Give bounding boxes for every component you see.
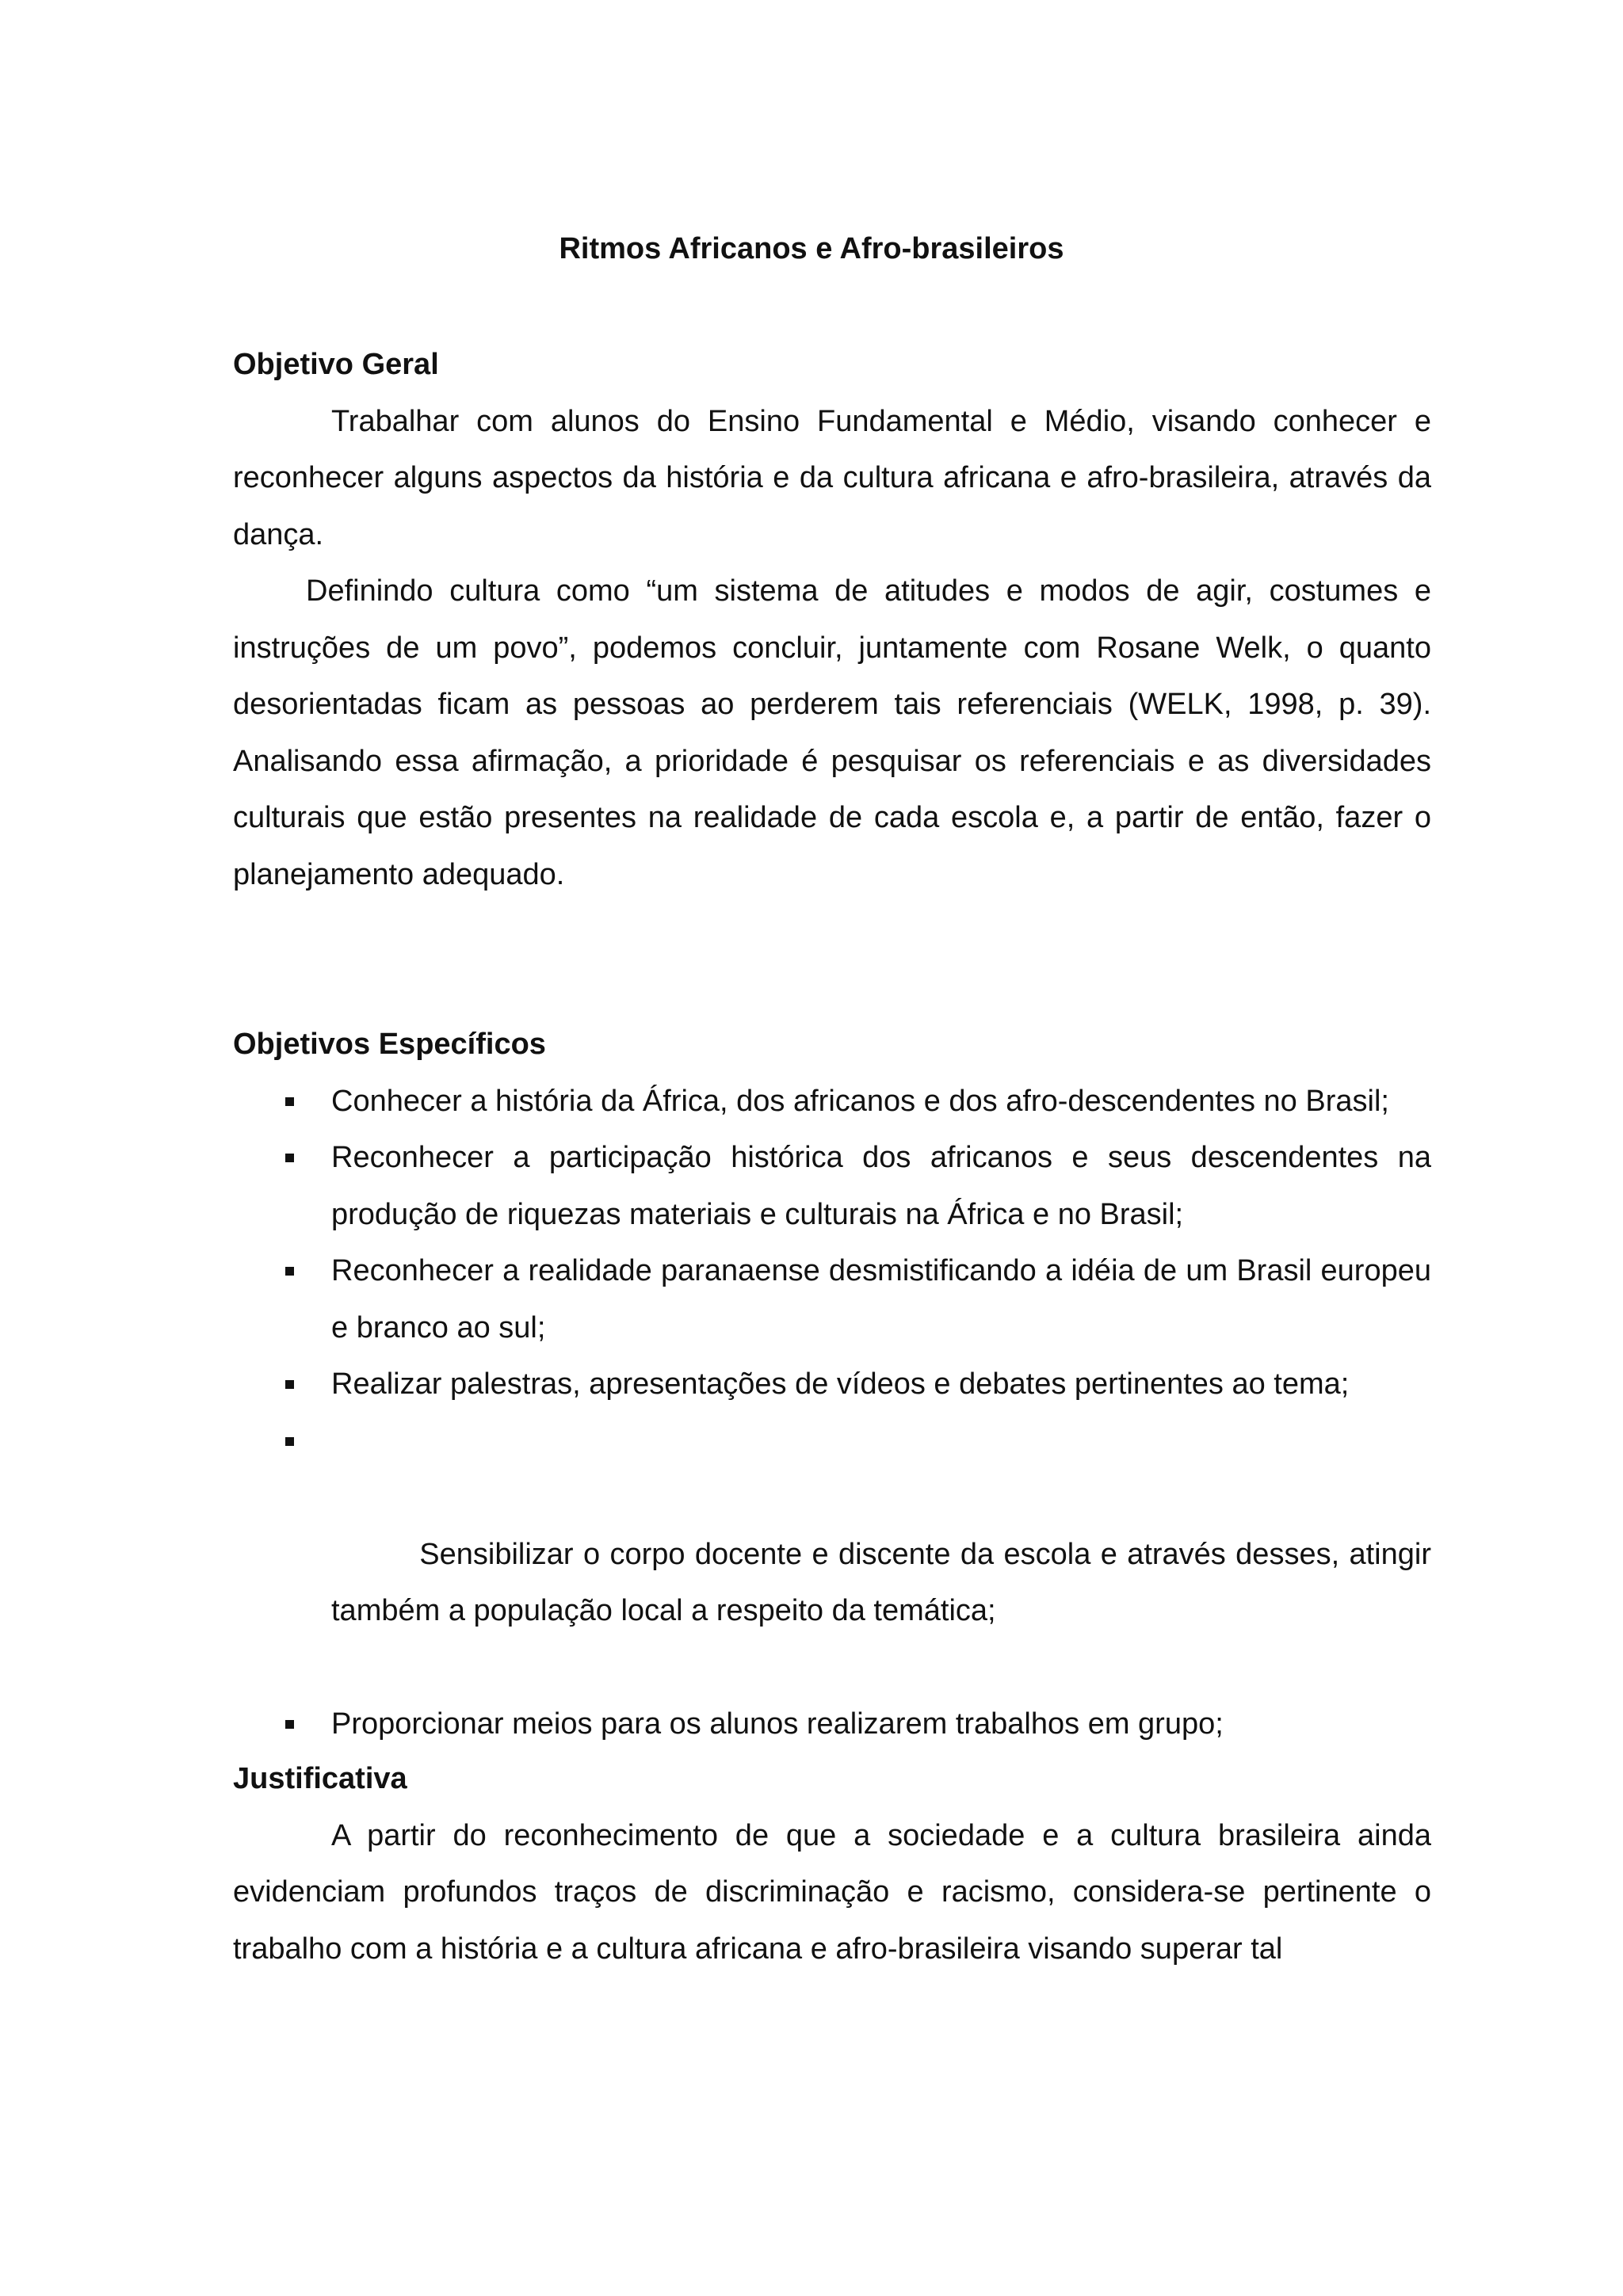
section-heading-objetivo-geral: Objetivo Geral: [233, 348, 439, 381]
square-bullet-icon: [285, 1097, 294, 1106]
objectives-list: [233, 1074, 1440, 1753]
square-bullet-icon: [285, 1437, 294, 1446]
list-item: [233, 1074, 1431, 1131]
square-bullet-icon: [285, 1267, 294, 1276]
list-item: [233, 1413, 1440, 1697]
paragraph: Definindo cultura como “um sistema de atitudes e modos de agir, costumes e instruções de um povo”, podemos concluir, juntamente com Rosane Welk, o quanto desorientadas ficam as pessoas ao perderem tais referenciais (WELK, 1998, p. 39). Analisando essa afirmação, a prioridade é pesquisar os referenciais e as diversidades culturais que estão presentes na realidade de cada escola e, a partir de então, fazer o planejamento adequado.: [233, 574, 1431, 891]
list-item-text: Reconhecer a participação histórica dos africanos e seus descendentes na produção de riquezas materiais e culturais na África e no Brasil;: [331, 1141, 1431, 1231]
list-item-text: Sensibilizar o corpo docente e discente da escola e através desses, atingir também a população local a respeito da temática;: [331, 1537, 1440, 1627]
paragraph: Trabalhar com alunos do Ensino Fundamental e Médio, visando conhecer e reconhecer alguns aspectos da história e da cultura africana e afro-brasileira, através da dança.: [233, 404, 1431, 551]
section-objetivos-especificos: [233, 1016, 1440, 1753]
list-item: [233, 1696, 1431, 1753]
list-item: [233, 1130, 1431, 1243]
section-justificativa: [233, 1751, 1431, 1978]
square-bullet-icon: [285, 1380, 294, 1389]
list-item: [233, 1356, 1431, 1413]
list-item-text: Realizar palestras, apresentações de vídeos e debates pertinentes ao tema;: [331, 1367, 1350, 1401]
paragraph: A partir do reconhecimento de que a sociedade e a cultura brasileira ainda evidenciam profundos traços de discriminação e racismo, considera-se pertinente o trabalho com a história e a cultura africana e afro-brasileira visando superar tal: [233, 1818, 1431, 1966]
section-objetivo-geral: [233, 337, 1431, 903]
square-bullet-icon: [285, 1154, 294, 1162]
list-item-text: Reconhecer a realidade paranaense desmistificando a idéia de um Brasil europeu e branco ao sul;: [331, 1254, 1431, 1344]
section-heading-justificativa: Justificativa: [233, 1762, 407, 1795]
document-title: Ritmos Africanos e Afro-brasileiros: [559, 232, 1064, 265]
square-bullet-icon: [285, 1720, 294, 1729]
list-item-text: Conhecer a história da África, dos africanos e dos afro-descendentes no Brasil;: [331, 1084, 1389, 1118]
section-heading-objetivos-especificos: Objetivos Específicos: [233, 1028, 546, 1061]
list-item-text: Proporcionar meios para os alunos realizarem trabalhos em grupo;: [331, 1707, 1224, 1741]
list-item: [233, 1243, 1431, 1356]
